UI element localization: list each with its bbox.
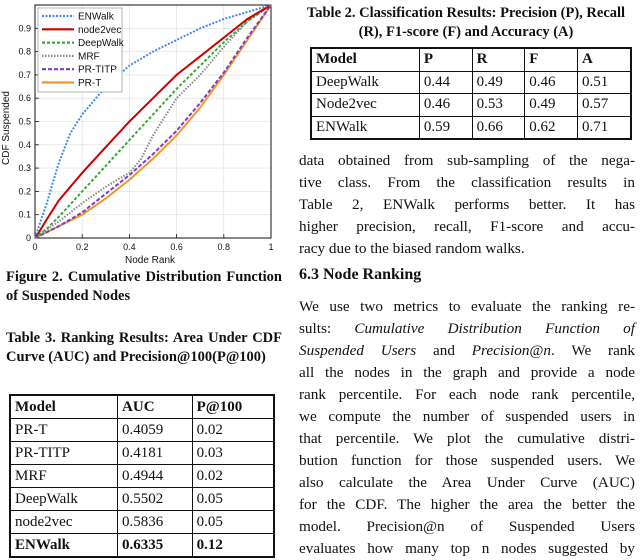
- cell-model: ENWalk: [10, 534, 118, 558]
- cell-auc: 0.5836: [118, 511, 193, 534]
- text-line: that percentile. We plot the cumulative distri-: [299, 430, 635, 447]
- y-tick-label: 0.2: [18, 186, 31, 197]
- cell-r: 0.49: [472, 71, 525, 94]
- cell-model: DeepWalk: [10, 488, 118, 511]
- text-line: data obtained from sub-sampling of the nega-: [299, 152, 635, 169]
- y-tick-label: 0.7: [18, 69, 31, 80]
- cell-auc: 0.6335: [118, 534, 193, 558]
- text-line: bution function for those suspended users. We: [299, 452, 635, 469]
- col-header-model: Model: [311, 48, 419, 71]
- cell-r: 0.53: [472, 94, 525, 117]
- x-tick-label: 0.6: [170, 242, 183, 252]
- table-row: [311, 116, 631, 139]
- cell-p100: 0.05: [192, 511, 274, 534]
- cell-p: 0.46: [419, 94, 472, 117]
- col-header-p100: P@100: [192, 395, 274, 419]
- table-row: [10, 465, 274, 488]
- table-row: [10, 511, 274, 534]
- y-tick-label: 0.1: [18, 209, 31, 220]
- text-line: model. Precision@n of Suspended Users: [299, 518, 635, 535]
- y-axis-ticks: [18, 23, 39, 243]
- cell-a: 0.71: [578, 116, 632, 139]
- cell-model: PR-T: [10, 419, 118, 442]
- term-suspended-users: Suspended Users: [299, 342, 417, 359]
- col-header-p: P: [419, 48, 472, 71]
- col-header-model: Model: [10, 395, 118, 419]
- table-row: [10, 419, 274, 442]
- cell-p100: 0.12: [192, 534, 274, 558]
- chart-legend: [38, 8, 125, 92]
- cell-auc: 0.4944: [118, 465, 193, 488]
- cell-auc: 0.4181: [118, 442, 193, 465]
- cell-f: 0.49: [525, 94, 578, 117]
- x-tick-label: 1: [268, 242, 274, 252]
- y-tick-label: 0.8: [18, 46, 31, 57]
- text-line: Suspended Users and Precision@n. We rank: [299, 342, 635, 359]
- x-tick-label: 0: [32, 242, 38, 252]
- table-row-best: [10, 534, 274, 558]
- cell-p100: 0.05: [192, 488, 274, 511]
- y-axis-label: CDF Suspended: [1, 91, 12, 165]
- table-row: [311, 94, 631, 117]
- text-line: sults: Cumulative Distribution Function of: [299, 320, 635, 337]
- table2-caption: Table 2. Classification Results: Precision (P), Recall (R), F1-score (F) and Accuracy (A): [306, 5, 626, 40]
- text-line: racy due to the biased random walks.: [299, 240, 525, 257]
- text-line: for the CDF. The higher the area the better the: [299, 496, 635, 513]
- cell-model: node2vec: [10, 511, 118, 534]
- cell-auc: 0.4059: [118, 419, 193, 442]
- legend-label-enwalk: ENWalk: [78, 11, 114, 23]
- text-line: tive class. From the classification results in: [299, 174, 635, 191]
- cell-p: 0.59: [419, 116, 472, 139]
- table-row: [10, 488, 274, 511]
- legend-label-pr-t: PR-T: [78, 78, 102, 89]
- classification-results-table: [310, 47, 632, 140]
- x-axis-label: Node Rank: [124, 255, 176, 266]
- text-line: all the nodes in the graph and provide a node: [299, 364, 635, 381]
- cdf-chart: [0, 0, 285, 266]
- table-header-row: [311, 48, 631, 71]
- legend-label-node2vec: node2vec: [78, 24, 122, 36]
- cell-a: 0.51: [578, 71, 632, 94]
- text-line: rank percentile. For each node rank percentile,: [299, 386, 635, 403]
- table-header-row: [10, 395, 274, 419]
- x-tick-label: 0.8: [217, 242, 231, 252]
- cell-auc: 0.5502: [118, 488, 193, 511]
- text-line: evaluates how many top n nodes suggested by: [299, 540, 635, 557]
- x-tick-label: 0.4: [123, 242, 136, 252]
- y-tick-label: 0.6: [18, 93, 31, 104]
- cell-f: 0.62: [525, 116, 578, 139]
- y-tick-label: 0.3: [18, 163, 31, 174]
- y-tick-label: 0: [25, 233, 31, 243]
- section-heading: 6.3 Node Ranking: [299, 266, 422, 283]
- term-precision-n: Precision@n: [471, 342, 551, 359]
- col-header-auc: AUC: [118, 395, 193, 419]
- cell-model: DeepWalk: [311, 71, 419, 94]
- col-header-r: R: [472, 48, 525, 71]
- ranking-results-table: [9, 394, 275, 558]
- table-row: [311, 71, 631, 94]
- cell-p100: 0.02: [192, 419, 274, 442]
- table3-caption: Table 3. Ranking Results: Area Under CDF Curve (AUC) and Precision@100(P@100): [6, 330, 282, 365]
- paragraph-node-ranking: [299, 296, 635, 560]
- text-line: We use two metrics to evaluate the ranking re-: [299, 298, 635, 315]
- cell-a: 0.57: [578, 94, 632, 117]
- legend-label-deepwalk: DeepWalk: [78, 38, 124, 50]
- text-line: Table 2, ENWalk performs better. It has: [299, 196, 635, 213]
- cell-model: Node2vec: [311, 94, 419, 117]
- y-tick-label: 0.4: [18, 139, 31, 150]
- y-tick-label: 0.5: [18, 116, 31, 127]
- y-tick-label: 0.9: [18, 23, 31, 34]
- text-line: we compute the number of suspended users in: [299, 408, 635, 425]
- x-axis-ticks: [32, 234, 273, 252]
- cell-p100: 0.02: [192, 465, 274, 488]
- text-line: also calculate the Area Under Curve (AUC): [299, 474, 635, 491]
- text-line: higher precision, recall, F1-score and accu-: [299, 218, 635, 235]
- table-row: [10, 442, 274, 465]
- cell-p: 0.44: [419, 71, 472, 94]
- cell-model: PR-TITP: [10, 442, 118, 465]
- cell-r: 0.66: [472, 116, 525, 139]
- legend-label-mrf: MRF: [78, 51, 100, 63]
- term-cdf: Cumulative Distribution Function of: [354, 320, 635, 337]
- cell-model: MRF: [10, 465, 118, 488]
- col-header-f: F: [525, 48, 578, 71]
- cell-p100: 0.03: [192, 442, 274, 465]
- col-header-a: A: [578, 48, 632, 71]
- cell-f: 0.46: [525, 71, 578, 94]
- x-tick-label: 0.2: [75, 242, 89, 252]
- paragraph-classification: [299, 150, 635, 260]
- cell-model: ENWalk: [311, 116, 419, 139]
- legend-label-pr-titp: PR-TITP: [78, 64, 117, 76]
- figure-caption: Figure 2. Cumulative Distribution Function of Suspended Nodes: [6, 269, 282, 304]
